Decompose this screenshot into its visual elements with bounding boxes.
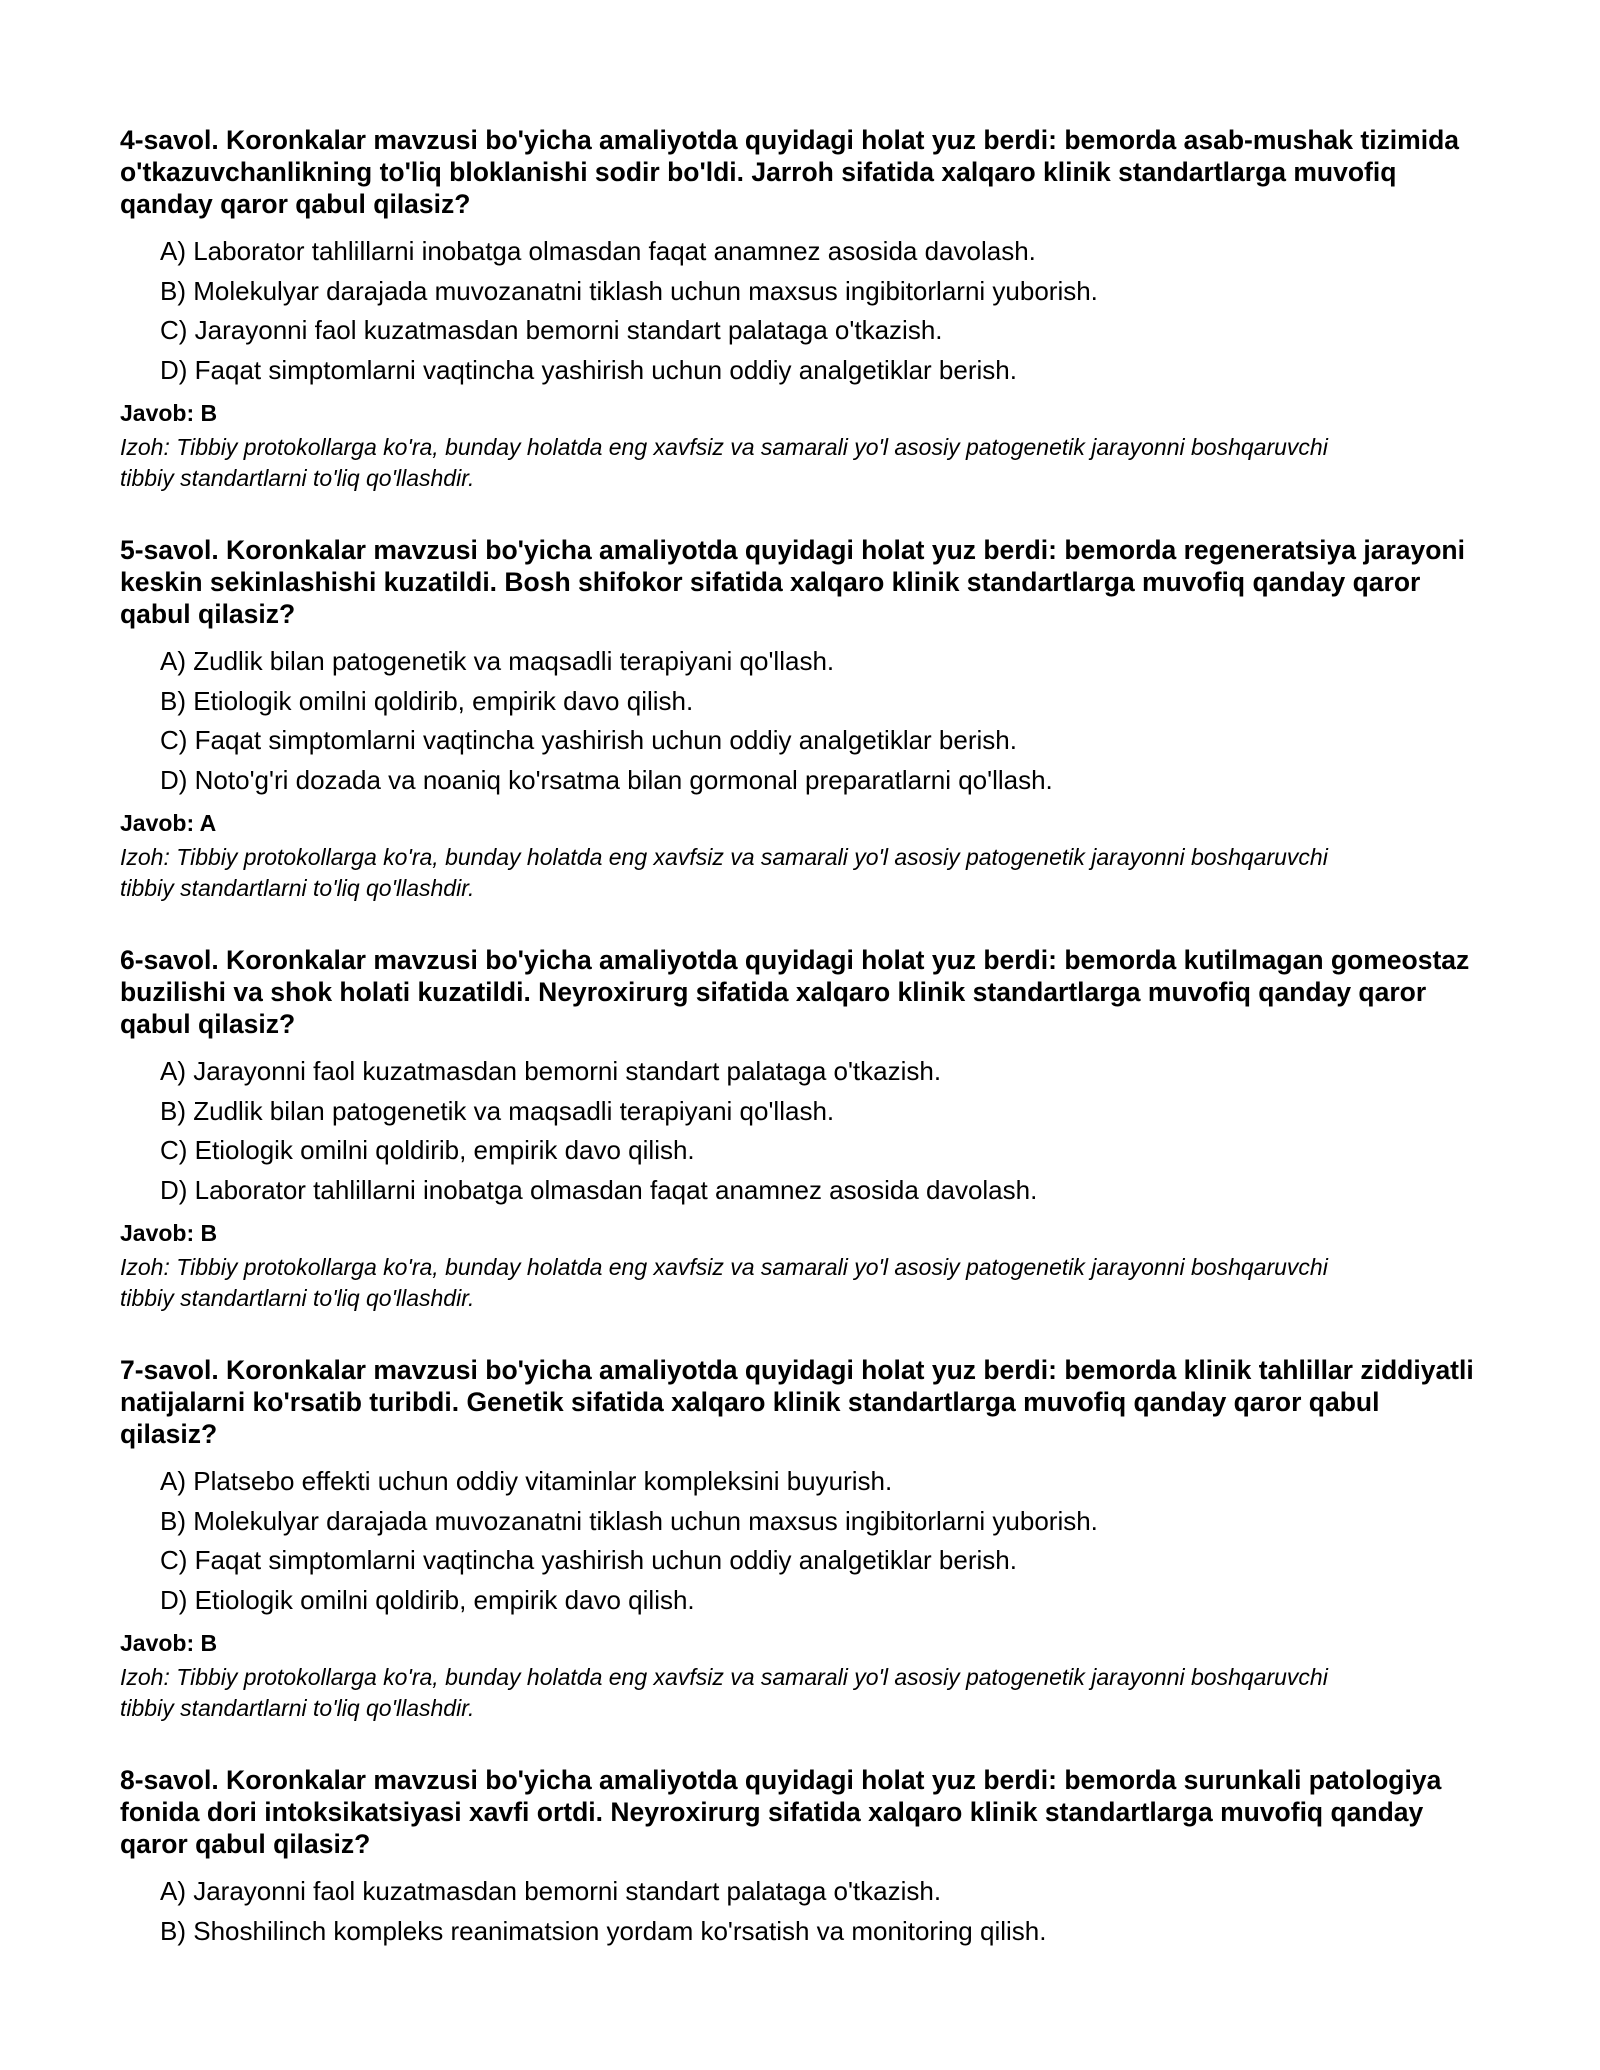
question-5 [120, 534, 1480, 904]
question-text: 4-savol. Koronkalar mavzusi bo'yicha amaliyotda quyidagi holat yuz berdi: bemorda asab-mushak tizimida o'tkazuvchanlikning to'liq bloklanishi sodir bo'ldi. Jarroh sifatida xalqaro klinik standartlarga muvofiq qanday qaror qabul qilasiz? [120, 125, 1460, 219]
option-c: C) Jarayonni faol kuzatmasdan bemorni standart palataga o'tkazish. [160, 315, 943, 345]
question-text: 5-savol. Koronkalar mavzusi bo'yicha amaliyotda quyidagi holat yuz berdi: bemorda regeneratsiya jarayoni keskin sekinlashishi kuzatildi. Bosh shifokor sifatida xalqaro klinik standartlarga muvofiq qanday qaror qabul qilasiz? [120, 535, 1465, 629]
question-8 [120, 1764, 1480, 1951]
explanation: Izoh: Tibbiy protokollarga ko'ra, bunday holatda eng xavfsiz va samarali yo'l asosiy patogenetik jarayonni boshqaruvchi tibbiy standartlarni to'liq qo'llashdir. [120, 434, 1328, 491]
option-b: B) Etiologik omilni qoldirib, empirik davo qilish. [160, 685, 694, 716]
option-a: A) Zudlik bilan patogenetik va maqsadli terapiyani qo'llash. [160, 646, 835, 676]
option-b: B) Zudlik bilan patogenetik va maqsadli terapiyani qo'llash. [160, 1095, 835, 1126]
options-list [120, 1462, 1480, 1620]
answer: Javob: A [120, 810, 217, 836]
question-6 [120, 944, 1480, 1314]
option-d: D) Noto'g'ri dozada va noaniq ko'rsatma bilan gormonal preparatlarni qo'llash. [160, 764, 1053, 795]
document-page [120, 124, 1480, 1991]
question-text: 7-savol. Koronkalar mavzusi bo'yicha amaliyotda quyidagi holat yuz berdi: bemorda klinik tahlillar ziddiyatli natijalarni ko'rsatib turibdi. Genetik sifatida xalqaro klinik standartlarga muvofiq qanday qaror qabul qilasiz? [120, 1355, 1474, 1449]
answer: Javob: B [120, 1220, 218, 1246]
option-b: B) Molekulyar darajada muvozanatni tiklash uchun maxsus ingibitorlarni yuborish. [160, 275, 1098, 306]
option-c: C) Faqat simptomlarni vaqtincha yashirish uchun oddiy analgetiklar berish. [160, 1545, 1017, 1575]
explanation: Izoh: Tibbiy protokollarga ko'ra, bunday holatda eng xavfsiz va samarali yo'l asosiy patogenetik jarayonni boshqaruvchi tibbiy standartlarni to'liq qo'llashdir. [120, 1254, 1328, 1311]
option-c: C) Etiologik omilni qoldirib, empirik davo qilish. [160, 1135, 695, 1165]
options-list [120, 642, 1480, 800]
option-a: A) Jarayonni faol kuzatmasdan bemorni standart palataga o'tkazish. [160, 1056, 942, 1086]
question-text: 6-savol. Koronkalar mavzusi bo'yicha amaliyotda quyidagi holat yuz berdi: bemorda kutilmagan gomeostaz buzilishi va shok holati kuzatildi. Neyroxirurg sifatida xalqaro klinik standartlarga muvofiq qanday qaror qabul qilasiz? [120, 945, 1470, 1039]
option-a: A) Laborator tahlillarni inobatga olmasdan faqat anamnez asosida davolash. [160, 236, 1036, 266]
options-list [120, 1052, 1480, 1210]
option-a: A) Jarayonni faol kuzatmasdan bemorni standart palataga o'tkazish. [160, 1876, 942, 1906]
answer: Javob: B [120, 400, 218, 426]
options-list [120, 232, 1480, 390]
option-a: A) Platsebo effekti uchun oddiy vitaminlar kompleksini buyurish. [160, 1466, 893, 1496]
question-4 [120, 124, 1480, 494]
answer: Javob: B [120, 1630, 218, 1656]
explanation: Izoh: Tibbiy protokollarga ko'ra, bunday holatda eng xavfsiz va samarali yo'l asosiy patogenetik jarayonni boshqaruvchi tibbiy standartlarni to'liq qo'llashdir. [120, 844, 1328, 901]
option-c: C) Faqat simptomlarni vaqtincha yashirish uchun oddiy analgetiklar berish. [160, 725, 1017, 755]
option-d: D) Etiologik omilni qoldirib, empirik davo qilish. [160, 1584, 695, 1615]
question-7 [120, 1354, 1480, 1724]
explanation: Izoh: Tibbiy protokollarga ko'ra, bunday holatda eng xavfsiz va samarali yo'l asosiy patogenetik jarayonni boshqaruvchi tibbiy standartlarni to'liq qo'llashdir. [120, 1664, 1328, 1721]
option-b: B) Shoshilinch kompleks reanimatsion yordam ko'rsatish va monitoring qilish. [160, 1915, 1047, 1946]
option-d: D) Faqat simptomlarni vaqtincha yashirish uchun oddiy analgetiklar berish. [160, 354, 1017, 385]
question-text: 8-savol. Koronkalar mavzusi bo'yicha amaliyotda quyidagi holat yuz berdi: bemorda surunkali patologiya fonida dori intoksikatsiyasi xavfi ortdi. Neyroxirurg sifatida xalqaro klinik standartlarga muvofiq qanday qaror qabul qilasiz? [120, 1765, 1442, 1859]
options-list [120, 1872, 1480, 1951]
option-b: B) Molekulyar darajada muvozanatni tiklash uchun maxsus ingibitorlarni yuborish. [160, 1505, 1098, 1536]
option-d: D) Laborator tahlillarni inobatga olmasdan faqat anamnez asosida davolash. [160, 1174, 1038, 1205]
